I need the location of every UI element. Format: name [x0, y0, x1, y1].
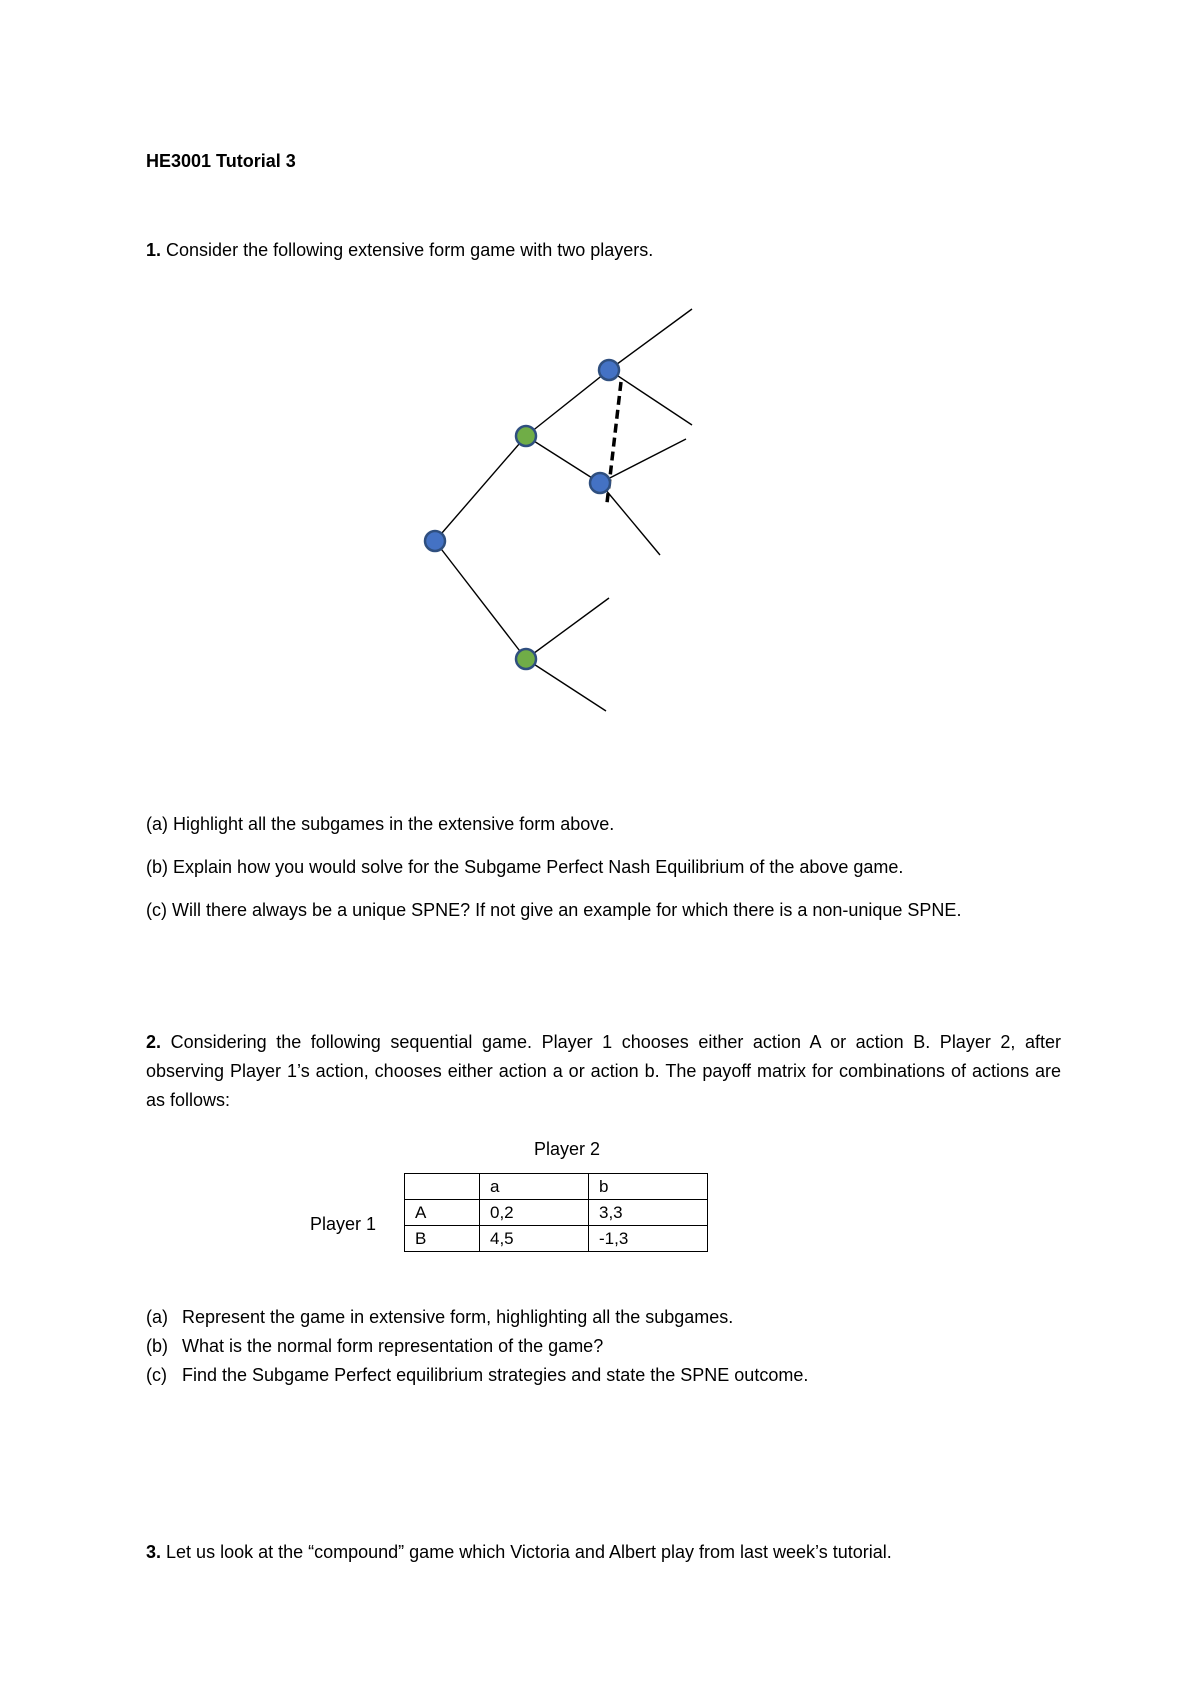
- top-node-player1: [599, 360, 619, 380]
- edge-root-to-lower-p2: [435, 541, 526, 659]
- question-3: [146, 1541, 892, 1563]
- root-node-player1: [425, 531, 445, 551]
- question-2-part-b: [146, 1335, 603, 1357]
- question-1-part-a: [146, 813, 614, 835]
- edge-upper-p2-to-mid-p1: [526, 436, 600, 483]
- part-marker: (c): [146, 900, 167, 920]
- upper-node-player2: [516, 426, 536, 446]
- tree-edges: [435, 309, 692, 711]
- question-3-text: Let us look at the “compound” game which Victoria and Albert play from last week’s tutorial.: [166, 1542, 892, 1562]
- edge-top-p1-terminal-down: [609, 370, 692, 425]
- part-text: What is the normal form representation of the game?: [182, 1336, 604, 1356]
- part-text: Explain how you would solve for the Subgame Perfect Nash Equilibrium of the above game.: [173, 857, 904, 877]
- part-marker: (b): [146, 1336, 168, 1356]
- part-marker: (a): [146, 814, 168, 834]
- question-1-text: Consider the following extensive form game with two players.: [166, 240, 654, 260]
- question-2-body: Considering the following sequential game. Player 1 chooses either action A or action B. Player 2, after observing Player 1’s action, chooses either action a or action b. The payoff matrix for combinations of actions are as follows:: [146, 1032, 1061, 1110]
- question-2-part-a: [146, 1306, 733, 1328]
- mid-node-player1: [590, 473, 610, 493]
- payoff-header-b: b: [589, 1174, 708, 1200]
- page-title: HE3001 Tutorial 3: [146, 151, 296, 171]
- payoff-cell: -1,3: [589, 1226, 708, 1252]
- question-1-number: 1.: [146, 240, 162, 260]
- part-marker: (a): [146, 1307, 168, 1327]
- edge-upper-p2-to-top-p1: [526, 370, 609, 436]
- payoff-cell: 4,5: [480, 1226, 589, 1252]
- edge-lower-p2-terminal-up: [526, 598, 609, 659]
- part-marker: (b): [146, 857, 168, 877]
- tree-nodes: [425, 360, 619, 669]
- question-1-part-c: [146, 899, 961, 921]
- edge-lower-p2-terminal-down: [526, 659, 606, 711]
- part-text: Highlight all the subgames in the extensive form above.: [173, 814, 615, 834]
- payoff-matrix: [404, 1173, 708, 1252]
- payoff-row-label: B: [405, 1226, 480, 1252]
- part-text: Will there always be a unique SPNE? If not give an example for which there is a non-unique SPNE.: [172, 900, 962, 920]
- question-2-text: [146, 1028, 1061, 1115]
- question-1-part-b: [146, 856, 903, 878]
- question-2-part-c: [146, 1364, 808, 1386]
- payoff-header-row: [405, 1174, 708, 1200]
- payoff-row-label: A: [405, 1200, 480, 1226]
- payoff-cell: 0,2: [480, 1200, 589, 1226]
- part-marker: (c): [146, 1365, 167, 1385]
- question-2-number: 2.: [146, 1032, 162, 1052]
- payoff-corner-cell: [405, 1174, 480, 1200]
- payoff-row-B: [405, 1226, 708, 1252]
- edge-root-to-upper-p2: [435, 436, 526, 541]
- part-text: Find the Subgame Perfect equilibrium strategies and state the SPNE outcome.: [182, 1365, 809, 1385]
- question-3-number: 3.: [146, 1542, 162, 1562]
- player-2-label: Player 2: [534, 1139, 601, 1159]
- player-1-label: Player 1: [310, 1214, 377, 1234]
- part-text: Represent the game in extensive form, highlighting all the subgames.: [182, 1307, 734, 1327]
- payoff-header-a: a: [480, 1174, 589, 1200]
- payoff-cell: 3,3: [589, 1200, 708, 1226]
- lower-node-player2: [516, 649, 536, 669]
- edge-top-p1-terminal-up: [609, 309, 692, 370]
- payoff-row-A: [405, 1200, 708, 1226]
